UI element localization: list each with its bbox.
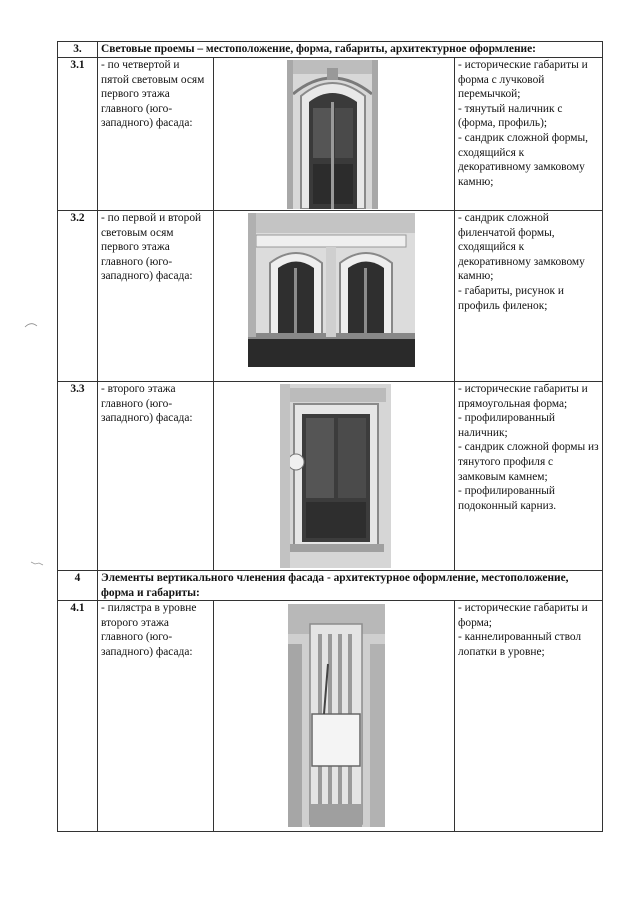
row-number: 3.1: [58, 58, 98, 211]
row-location: - по первой и второй световым осям первого этажа главного (юго- западного) фасада:: [98, 211, 214, 382]
row-description: - исторические габариты и форма с лучковой перемычкой; - тянутый наличник с (форма, профиль); - сандрик сложной формы, сходящийся к декоративному замковому камню;: [455, 58, 603, 211]
table-row: [58, 211, 603, 382]
row-location: - по четвертой и пятой световым осям первого этажа главного (юго- западного) фасада:: [98, 58, 214, 211]
row-description: - сандрик сложной филенчатой формы, сходящийся к декоративному замковому камню; - габариты, рисунок и профиль филенок;: [455, 211, 603, 382]
table-row: [58, 58, 603, 211]
row-photo-cell: [214, 58, 455, 211]
row-number: 4.1: [58, 601, 98, 832]
row-photo-cell: [214, 211, 455, 382]
row-description: - исторические габариты и форма; - каннелированный ствол лопатки в уровне;: [455, 601, 603, 832]
section-number: 4: [58, 571, 98, 601]
section-header-row: [58, 42, 603, 58]
section-header-row: [58, 571, 603, 601]
row-photo-cell: [214, 601, 455, 832]
window-photo: [280, 384, 391, 568]
section-title: Световые проемы – местоположение, форма, габариты, архитектурное оформление:: [98, 42, 603, 58]
row-location: - пилястра в уровне второго этажа главного (юго- западного) фасада:: [98, 601, 214, 832]
row-location: - второго этажа главного (юго- западного) фасада:: [98, 382, 214, 571]
scan-mark: [30, 560, 44, 566]
table-row: [58, 601, 603, 832]
row-number: 3.3: [58, 382, 98, 571]
row-photo-cell: [214, 382, 455, 571]
table-row: [58, 382, 603, 571]
section-title: Элементы вертикального членения фасада - архитектурное оформление, местоположение, форма и габариты:: [98, 571, 603, 601]
pilaster-photo: [288, 604, 385, 827]
window-photo: [287, 60, 378, 209]
window-photo: [248, 213, 415, 367]
row-number: 3.2: [58, 211, 98, 382]
section-number: 3.: [58, 42, 98, 58]
scan-mark: [24, 322, 38, 328]
protection-subject-table: [57, 41, 603, 832]
row-description: - исторические габариты и прямоугольная форма; - профилированный наличник; - сандрик сложной формы из тянутого профиля с замковым камнем; - профилированный подоконный карниз.: [455, 382, 603, 571]
